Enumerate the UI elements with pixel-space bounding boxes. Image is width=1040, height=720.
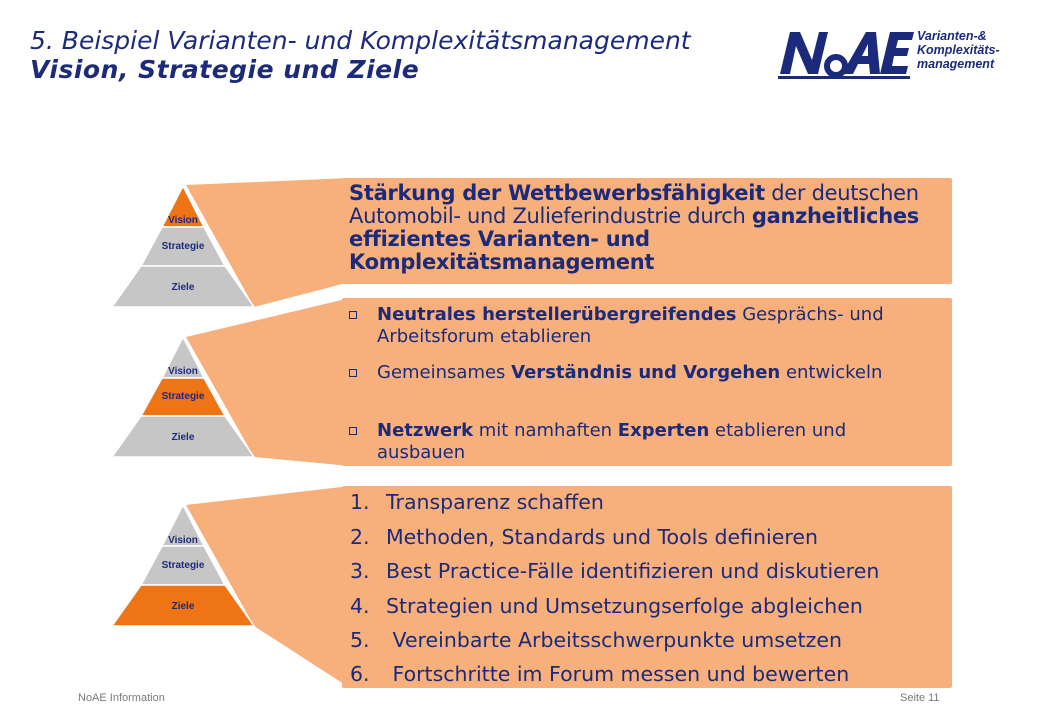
footer-left: NoAE Information — [78, 692, 165, 704]
strategy-item-mid: mit namhaften — [473, 420, 618, 441]
title-line-2: Vision, Strategie und Ziele — [30, 55, 420, 84]
goal-item — [350, 662, 950, 686]
goal-text: Fortschritte im Forum messen und bewerten — [386, 662, 850, 686]
pyramid1-label-vision: Vision — [168, 215, 198, 226]
strategy-item-bold-2: Experten — [617, 420, 710, 441]
goals-box — [342, 486, 952, 688]
goal-item — [350, 490, 950, 514]
goal-text: Vereinbarte Arbeitsschwerpunkte umsetzen — [386, 628, 842, 652]
title-line-1: 5. Beispiel Varianten- und Komplexitätsmanagement — [30, 26, 691, 55]
strategy-item-text: entwickeln — [780, 362, 883, 383]
bullet-square-icon — [349, 311, 357, 319]
logo-line-1: Varianten-& — [917, 29, 987, 43]
pyramid3-label-strategie: Strategie — [161, 560, 205, 571]
strategy-item-pre: Gemeinsames — [377, 362, 512, 383]
goal-text: Methoden, Standards und Tools definieren — [386, 525, 818, 549]
goal-number: 1. — [350, 490, 370, 514]
logo-line-2: Komplexitäts- — [917, 43, 1000, 57]
goal-number: 5. — [350, 628, 370, 652]
vision-bold-1: Stärkung der Wettbewerbsfähigkeit — [349, 181, 765, 205]
goal-number: 3. — [350, 559, 370, 583]
pyramid2-label-strategie: Strategie — [161, 391, 205, 402]
strategy-item-bold: Verständnis und Vorgehen — [511, 362, 781, 383]
goal-text: Strategien und Umsetzungserfolge abgleichen — [386, 594, 863, 618]
logo-wordmark-text: NoAE — [776, 26, 779, 27]
pyramid1-label-strategie: Strategie — [161, 241, 205, 252]
goal-item — [350, 559, 950, 583]
vision-normal: der deutschen Automobil- und Zulieferindustrie durch — [349, 181, 919, 228]
pyramid1-label-ziele: Ziele — [171, 282, 195, 293]
logo-line-3: management — [917, 57, 995, 71]
goal-item — [350, 628, 950, 652]
strategy-item-text: etablieren und ausbauen — [377, 420, 847, 463]
vision-bold-2: ganzheitliches effizientes Varianten- und Komplexitätsmanagement — [349, 204, 919, 274]
goal-item — [350, 525, 950, 549]
goal-number: 2. — [350, 525, 370, 549]
strategy-item-bold: Netzwerk — [377, 420, 474, 441]
goal-text: Transparenz schaffen — [386, 490, 604, 514]
goal-item — [350, 594, 950, 618]
strategy-item-bold: Neutrales herstellerübergreifendes — [377, 304, 737, 325]
vision-statement — [349, 182, 949, 274]
pyramid3-label-vision: Vision — [168, 535, 198, 546]
footer-page-number: Seite 11 — [900, 692, 940, 704]
pyramid2-label-vision: Vision — [168, 366, 198, 377]
bullet-square-icon — [349, 427, 357, 435]
strategy-item-text: Gesprächs- und Arbeitsforum etablieren — [377, 304, 884, 347]
pyramid2-label-ziele: Ziele — [171, 432, 195, 443]
goal-text: Best Practice-Fälle identifizieren und diskutieren — [386, 559, 880, 583]
pyramid3-label-ziele: Ziele — [171, 601, 195, 612]
bullet-square-icon — [349, 369, 357, 377]
goal-number: 4. — [350, 594, 370, 618]
goal-number: 6. — [350, 662, 370, 686]
